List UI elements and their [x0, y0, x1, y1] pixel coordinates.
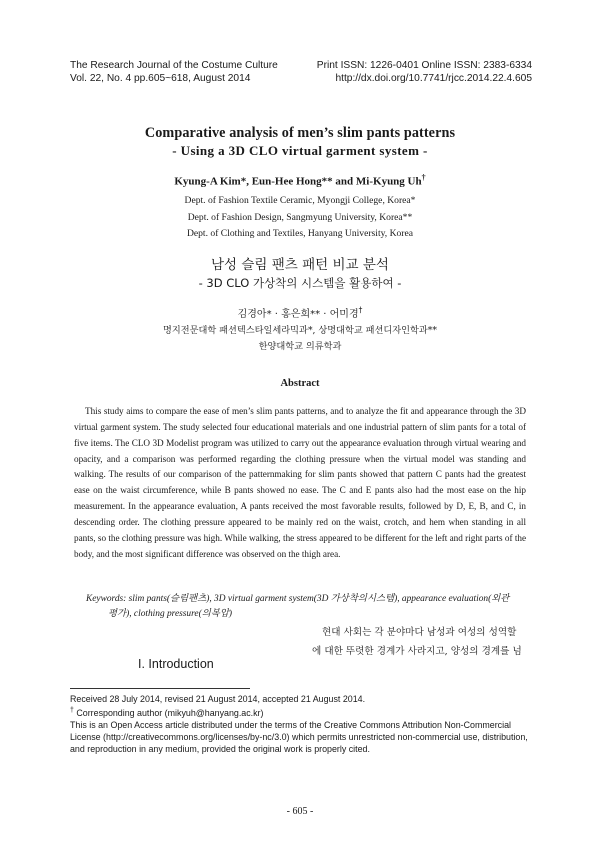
page-number: - 605 - [286, 806, 314, 817]
corresponding-mark: † [421, 173, 426, 182]
footnote-divider [70, 688, 250, 689]
keywords [86, 592, 532, 621]
korean-affiliation-list [0, 323, 600, 355]
author-names: Kyung-A Kim*, Eun-Hee Hong** and Mi-Kyung Uh [174, 175, 422, 188]
korean-intro-line-1: 현대 사회는 각 분야마다 남성과 여성의 성역할 [322, 627, 517, 638]
korean-title: 남성 슬림 팬츠 패턴 비교 분석 [211, 257, 389, 273]
korean-subtitle: - 3D CLO 가상착의 시스템을 활용하여 - [198, 276, 402, 290]
doi-link[interactable]: http://dx.doi.org/10.7741/rjcc.2014.22.4.605 [335, 72, 532, 84]
journal-header [70, 60, 278, 85]
title-block [0, 124, 600, 160]
korean-title-block [0, 256, 600, 292]
korean-intro-text [312, 624, 534, 661]
paper-title: Comparative analysis of men’s slim pants patterns [144, 125, 456, 141]
korean-affiliation-1: 명지전문대학 패션텍스타일세라믹과*, 상명대학교 패션디자인학과** [163, 325, 437, 336]
abstract-heading: Abstract [280, 378, 320, 389]
issn-info: Print ISSN: 1226-0401 Online ISSN: 2383-6334 [316, 60, 532, 71]
license-line-1: This is an Open Access article distributed under the terms of the Creative Commons Attribution Non-Commercial [70, 720, 511, 731]
author-list [0, 173, 600, 188]
korean-author-list [0, 305, 600, 320]
affiliation-2: Dept. of Fashion Design, Sangmyung University, Korea** [187, 211, 413, 223]
korean-author-names: 김경아* · 홍은희** · 어미경 [237, 309, 359, 320]
journal-volume: Vol. 22, No. 4 pp.605~618, August 2014 [70, 72, 251, 84]
keywords-line-2: 평가), clothing pressure(의복압) [108, 608, 232, 619]
korean-intro-line-2: 에 대한 뚜렷한 경계가 사라지고, 양성의 경계를 넘 [312, 645, 522, 657]
footnotes [70, 693, 534, 755]
introduction-heading: I. Introduction [138, 657, 214, 671]
keywords-line-1: Keywords: slim pants(슬림팬츠), 3D virtual garment system(3D 가상착의시스템), appearance evaluation(외관 [86, 594, 510, 604]
issn-header [317, 60, 532, 85]
affiliation-1: Dept. of Fashion Textile Ceramic, Myongji College, Korea* [184, 195, 416, 206]
abstract-body: This study aims to compare the ease of men’s slim pants patterns, and to analyze the fit and appearance through the 3D virtual garment system. The study selected four educational materials and one industrial pattern of slim pants for a total of five items. The CLO 3D Modelist program was utilized to carry out the appearance evaluation through virtual wearing and opacity, and a comparison was performed regarding the clothing pressure when the virtual model was standing and walking. The results of our comparison of the patternmaking for slim pants showed that pattern C pants had the greatest ease on the waist circumference, while B pants showed no ease. The C and E pants also had the most ease on the hip measurement. In the appearance evaluation, A pants received the most favorable results, followed by D, E, B, and C, in descending order. The clothing pressure appeared to be mainly red on the waist, crotch, and hem when standing in all pants, so the clothing pressure was high. While walking, the stress appeared to be different for the left and right parts of the body, and the most significant difference was observed on the thigh area. [74, 406, 526, 559]
corresponding-author [70, 705, 534, 719]
paper-subtitle: - Using a 3D CLO virtual garment system - [172, 143, 428, 158]
korean-affiliation-2: 한양대학교 의류학과 [258, 341, 342, 352]
affiliation-3: Dept. of Clothing and Textiles, Hanyang University, Korea [186, 228, 414, 240]
license-line-3: and reproduction in any medium, provided the original work is properly cited. [70, 744, 370, 755]
corresponding-author-text: Corresponding author (mikyuh@hanyang.ac.kr) [76, 708, 264, 719]
journal-name: The Research Journal of the Costume Culture [70, 60, 278, 71]
license-line-2: License (http://creativecommons.org/licenses/by-nc/3.0) which permits unrestricted non-commercial use, distribution, [70, 732, 528, 743]
received-dates: Received 28 July 2014, revised 21 August 2014, accepted 21 August 2014. [70, 694, 366, 704]
korean-corresponding-mark: † [358, 305, 363, 315]
footnote-dagger: † [70, 707, 74, 715]
affiliation-list [0, 193, 600, 243]
